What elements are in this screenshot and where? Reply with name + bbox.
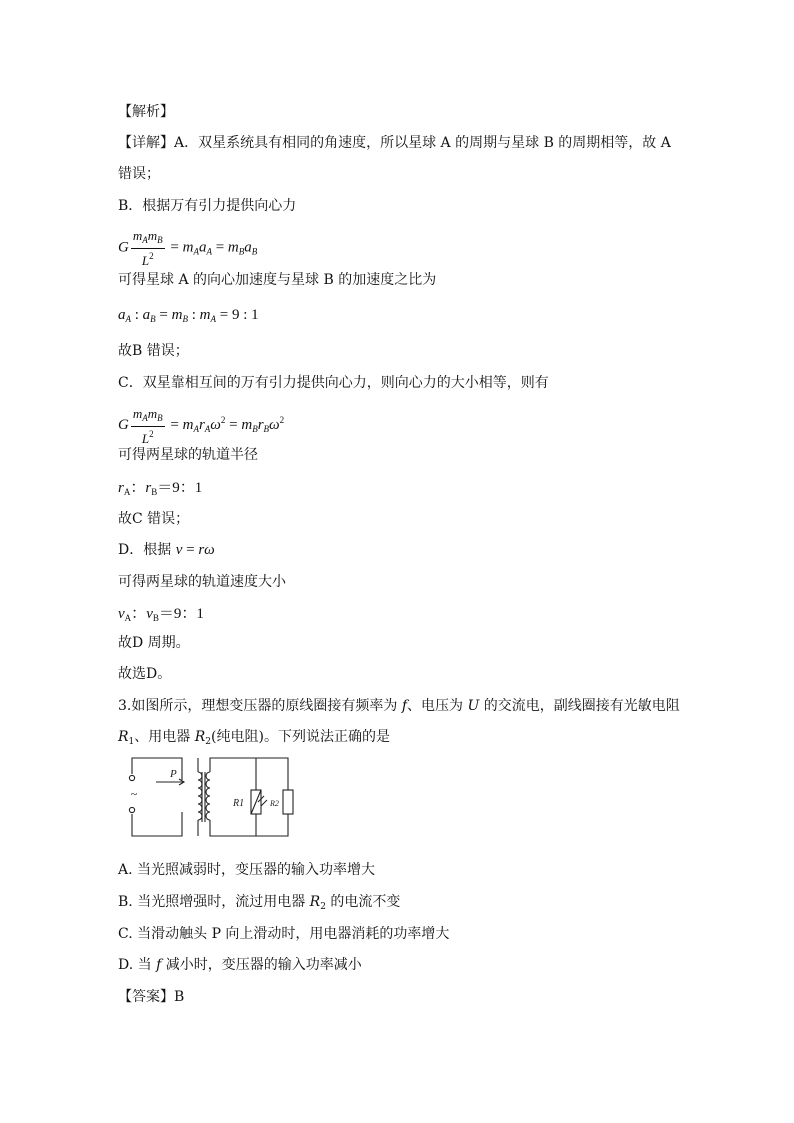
option-b-result-text: 可得星球 A 的向心加速度与星球 B 的加速度之比为	[118, 272, 437, 288]
transformer-circuit-diagram	[118, 752, 318, 846]
equation-b-gravity: G $\frac{m_Am_B}{L^2}$ = $m_Aa_A = m_Ba_B$	[118, 228, 258, 268]
equation-c-gravity: G $\frac{m_Am_B}{L^2}$ = $m_Ar_A\omega^2 = m_Br_B\omega^2$	[118, 405, 285, 446]
option-c-result-text: 可得两星球的轨道半径	[118, 447, 258, 463]
r2-label: R2	[270, 799, 279, 808]
equation-d-ratio: $v_A$：$v_B=9$：1	[118, 606, 204, 623]
option-d: D. 当 f 减小时，变压器的输入功率减小	[118, 957, 362, 973]
option-d-result-text: 可得两星球的轨道速度大小	[118, 574, 286, 590]
equation-b-ratio: $a_A$ : $a_B = m_B$ : $m_A = 9$ : 1	[118, 307, 259, 324]
equation-c-ratio: $r_A$：$r_B=9$：1	[118, 480, 203, 497]
detail-a-line1: 【详解】A．双星系统具有相同的角速度，所以星球 A 的周期与星球 B 的周期相等，故 A	[118, 135, 671, 151]
option-d-intro: D．根据 v = rω	[118, 542, 215, 558]
option-d-text: 故D 周期。	[118, 635, 190, 651]
option-c-intro: C．双星靠相互间的万有引力提供向心力，则向心力的大小相等，则有	[118, 375, 549, 391]
option-c: C. 当滑动触头 P 向上滑动时，用电器消耗的功率增大	[118, 926, 450, 942]
option-b: B. 当光照增强时，流过用电器 $R_2$ 的电流不变	[118, 894, 401, 912]
option-a: A. 当光照减弱时，变压器的输入功率增大	[118, 862, 376, 878]
answer-line: 【答案】B	[118, 989, 185, 1005]
option-b-wrong: 故B 错误；	[118, 343, 189, 359]
section-jiexi: 【解析】	[118, 104, 174, 120]
ac-source-symbol: ~	[130, 787, 138, 801]
option-b-intro: B．根据万有引力提供向心力	[118, 198, 297, 214]
r1-label: R1	[233, 798, 245, 809]
slider-label-p: P	[170, 768, 177, 780]
question3-line2: $R_1$、用电器 $R_2$(纯电阻)。下列说法正确的是	[118, 729, 390, 747]
detail-a-line2: 错误；	[118, 166, 160, 182]
choose-line: 故选D。	[118, 666, 172, 682]
question3-line1: 3.如图所示，理想变压器的原线圈接有频率为 f、电压为 U 的交流电，副线圈接有光敏电阻	[118, 698, 680, 714]
option-c-wrong: 故C 错误；	[118, 511, 190, 527]
